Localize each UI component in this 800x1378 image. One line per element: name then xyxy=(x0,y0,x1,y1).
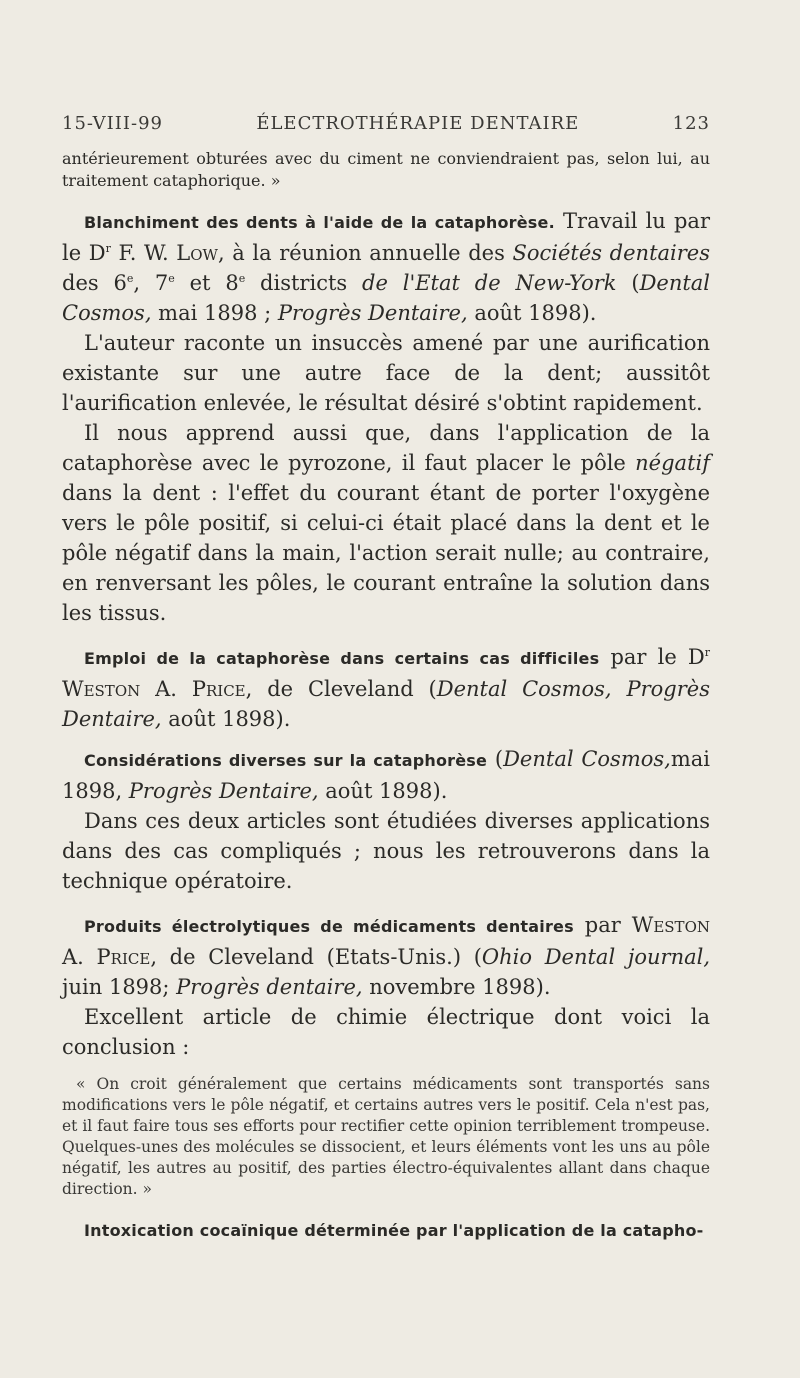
paragraph: Dans ces deux articles sont étudiées diverses applications dans des cas compliqués ; nous les retrouverons dans la technique opératoire. xyxy=(62,809,710,893)
section-blanchiment: Blanchiment des dents à l'aide de la cataphorèse. Travail lu par le $D^r$ F. W. Low, à la réunion annuelle des Sociétés dentaires des 6e, 7e et 8e districts de l'Etat de New-York (Dental Cosmos, mai 1898 ; Progrès Dentaire, août 1898). xyxy=(62,209,711,325)
section-heading: Emploi de la cataphorèse dans certains cas difficiles xyxy=(84,649,600,668)
author-name: Weston A. Price xyxy=(62,677,246,701)
block-quote: « On croit généralement que certains médicaments sont transportés sans modifications vers le pôle négatif, et certains autres vers le positif. Cela n'est pas, et il faut faire tous ses efforts pour rectifier cette opinion terriblement trompeuse. Quelques-unes des molécules se dissocient, et leurs éléments vont les uns au pôle négatif, les autres au positif, des parties électro-équivalentes allant dans chaque direction. » xyxy=(62,1075,710,1198)
author-name: Low xyxy=(176,241,218,265)
section-emploi: Emploi de la cataphorèse dans certains cas difficiles par le $D^r$ Weston A. Price, de Cleveland (Dental Cosmos, Progrès Dentaire, août 1898). xyxy=(62,645,710,731)
running-header xyxy=(62,113,710,134)
section-heading: Blanchiment des dents à l'aide de la cataphorèse. xyxy=(84,213,555,232)
page-body xyxy=(62,148,710,1246)
section-heading: Intoxication cocaïnique déterminée par l'application de la catapho- xyxy=(84,1221,704,1240)
section-heading: Considérations diverses sur la cataphorèse xyxy=(84,751,488,770)
paragraph: Excellent article de chimie électrique dont voici la conclusion : xyxy=(62,1005,710,1059)
carryover-paragraph: antérieurement obturées avec du ciment ne conviendraient pas, selon lui, au traitement cataphorique. » xyxy=(62,149,710,190)
paragraph: Il nous apprend aussi que, dans l'application de la cataphorèse avec le pyrozone, il faut placer le pôle négatif dans la dent : l'effet du courant étant de porter l'oxygène vers le pôle positif, si celui-ci était placé dans la dent et le pôle négatif dans la main, l'action serait nulle; au contraire, en renversant les pôles, le courant entraîne la solution dans les tissus. xyxy=(62,421,710,625)
paragraph: L'auteur raconte un insuccès amené par une aurification existante sur une autre face de la dent; aussitôt l'aurification enlevée, le résultat désiré s'obtint rapidement. xyxy=(62,331,710,415)
page-number: 123 xyxy=(672,113,710,134)
section-intoxication xyxy=(62,1214,710,1246)
header-title: ÉLECTROTHÉRAPIE DENTAIRE xyxy=(256,113,580,134)
author-name: Weston A. Price xyxy=(62,913,710,969)
header-date: 15-VIII-99 xyxy=(62,113,163,134)
section-heading: Produits électrolytiques de médicaments dentaires xyxy=(84,917,574,936)
section-considerations: Considérations diverses sur la cataphorèse (Dental Cosmos,mai 1898, Progrès Dentaire, août 1898). xyxy=(62,747,711,803)
section-produits: Produits électrolytiques de médicaments dentaires par Weston A. Price, de Cleveland (Etats-Unis.) (Ohio Dental journal, juin 1898; Progrès dentaire, novembre 1898). xyxy=(62,913,711,999)
